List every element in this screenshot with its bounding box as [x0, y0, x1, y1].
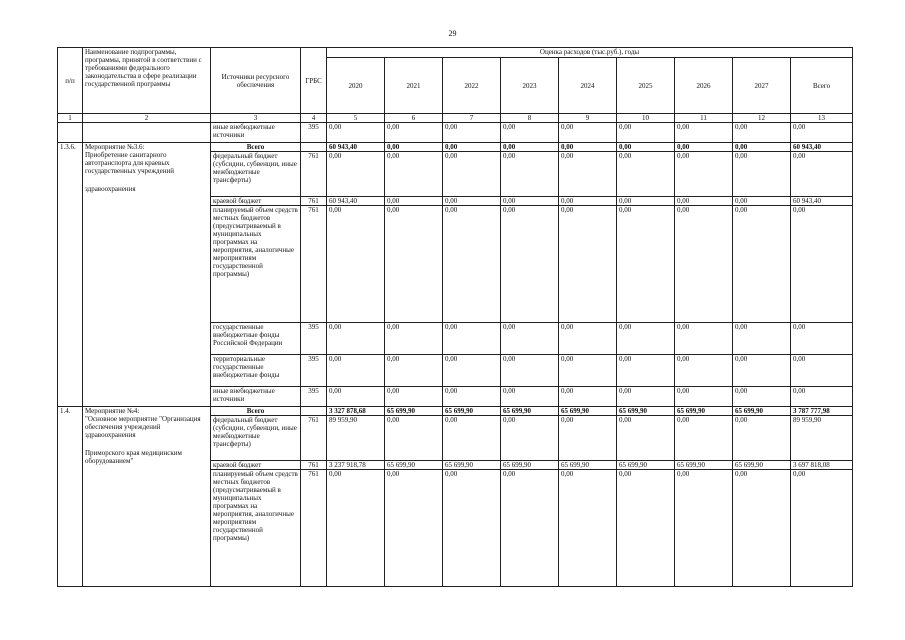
header-npp: п/п — [58, 48, 83, 114]
column-number: 6 — [385, 114, 443, 123]
cell-value: 0,00 — [733, 206, 791, 323]
cell-source: федеральный бюджет (субсидии, субвенции, иные межбюджетные трансферты) — [211, 152, 301, 197]
cell-value: 0,00 — [559, 123, 617, 143]
cell-value: 0,00 — [501, 197, 559, 206]
column-number: 10 — [617, 114, 675, 123]
cell-value: 0,00 — [675, 416, 733, 461]
cell-value: 65 699,90 — [617, 407, 675, 416]
table-row — [58, 123, 853, 143]
cell-value: 0,00 — [443, 152, 501, 197]
header-year: 2026 — [675, 58, 733, 114]
cell-value: 0,00 — [385, 470, 443, 587]
cell-source: краевой бюджет — [211, 197, 301, 206]
cell-grbs: 761 — [301, 206, 327, 323]
column-number: 7 — [443, 114, 501, 123]
measure-description: "Основное мероприятие "Организация обеспечения учреждений здравоохранения — [85, 415, 201, 439]
header-estimate: Оценка расходов (тыс.руб.), годы — [327, 48, 853, 58]
cell-value: 65 699,90 — [733, 407, 791, 416]
cell-npp — [58, 123, 83, 143]
cell-value: 0,00 — [617, 197, 675, 206]
cell-value: 0,00 — [733, 143, 791, 152]
cell-value: 0,00 — [791, 123, 853, 143]
header-year: 2021 — [385, 58, 443, 114]
column-number: 4 — [301, 114, 327, 123]
column-number: 1 — [58, 114, 83, 123]
cell-value: 89 959,90 — [791, 416, 853, 461]
cell-value: 0,00 — [443, 323, 501, 355]
cell-value: 0,00 — [617, 206, 675, 323]
column-number: 3 — [211, 114, 301, 123]
cell-name — [83, 143, 211, 407]
cell-value: 0,00 — [385, 152, 443, 197]
cell-value: 0,00 — [501, 355, 559, 387]
cell-value: 0,00 — [559, 387, 617, 407]
column-number: 13 — [791, 114, 853, 123]
cell-grbs: 761 — [301, 197, 327, 206]
cell-value: 60 943,40 — [327, 143, 385, 152]
measure-title: Мероприятие №3.6: — [85, 143, 145, 151]
cell-grbs — [301, 407, 327, 416]
cell-value: 0,00 — [559, 206, 617, 323]
cell-value: 0,00 — [791, 206, 853, 323]
cell-value: 3 327 878,68 — [327, 407, 385, 416]
cell-value: 0,00 — [675, 206, 733, 323]
header-year: 2025 — [617, 58, 675, 114]
cell-value: 0,00 — [327, 123, 385, 143]
cell-value: 0,00 — [385, 355, 443, 387]
cell-value: 0,00 — [675, 387, 733, 407]
cell-value: 65 699,90 — [501, 461, 559, 470]
cell-source: государственные внебюджетные фонды Российской Федерации — [211, 323, 301, 355]
cell-value: 0,00 — [501, 152, 559, 197]
table-row — [58, 143, 853, 152]
cell-value: 0,00 — [733, 123, 791, 143]
cell-value: 0,00 — [443, 197, 501, 206]
header-year: 2023 — [501, 58, 559, 114]
cell-value: 0,00 — [501, 470, 559, 587]
cell-value: 0,00 — [791, 387, 853, 407]
cell-value: 0,00 — [385, 323, 443, 355]
measure-description-cont: Приморского края медицинским оборудованием" — [85, 449, 182, 465]
cell-value: 65 699,90 — [501, 407, 559, 416]
column-number: 2 — [83, 114, 211, 123]
cell-value: 0,00 — [733, 387, 791, 407]
cell-value: 0,00 — [791, 470, 853, 587]
cell-value: 65 699,90 — [733, 461, 791, 470]
cell-value: 3 697 818,08 — [791, 461, 853, 470]
cell-value: 60 943,40 — [327, 197, 385, 206]
header-year: 2027 — [733, 58, 791, 114]
cell-value: 0,00 — [443, 123, 501, 143]
header-name: Наименование подпрограммы, программы, принятой в соответствии с требованиями федерального законодательства в сфере реализации государственной программы — [83, 48, 211, 114]
cell-value: 0,00 — [733, 355, 791, 387]
cell-source: краевой бюджет — [211, 461, 301, 470]
cell-value: 0,00 — [733, 323, 791, 355]
cell-value: 0,00 — [617, 143, 675, 152]
cell-value: 0,00 — [559, 143, 617, 152]
measure-title: Мероприятие №4: — [85, 407, 140, 415]
cell-value: 0,00 — [675, 197, 733, 206]
cell-value: 0,00 — [443, 387, 501, 407]
cell-value: 0,00 — [327, 152, 385, 197]
cell-value: 65 699,90 — [443, 461, 501, 470]
cell-value: 0,00 — [791, 152, 853, 197]
cell-value: 0,00 — [443, 355, 501, 387]
column-number: 9 — [559, 114, 617, 123]
cell-value: 65 699,90 — [675, 407, 733, 416]
cell-value: 65 699,90 — [675, 461, 733, 470]
cell-value: 0,00 — [385, 143, 443, 152]
cell-value: 60 943,40 — [791, 143, 853, 152]
header-year: Всего — [791, 58, 853, 114]
cell-grbs — [301, 143, 327, 152]
cell-grbs: 761 — [301, 152, 327, 197]
page-number: 29 — [448, 29, 457, 38]
cell-grbs: 761 — [301, 470, 327, 587]
cell-source: иные внебюджетные источники — [211, 387, 301, 407]
cell-grbs: 395 — [301, 387, 327, 407]
header-year: 2020 — [327, 58, 385, 114]
cell-name — [83, 123, 211, 143]
cell-value: 0,00 — [617, 152, 675, 197]
cell-value: 3 237 918,78 — [327, 461, 385, 470]
cell-value: 0,00 — [675, 470, 733, 587]
cell-value: 0,00 — [501, 387, 559, 407]
header-source: Источники ресурсного обеспечения — [211, 48, 301, 114]
cell-value: 65 699,90 — [385, 461, 443, 470]
cell-grbs: 761 — [301, 416, 327, 461]
cell-source: планируемый объем средств местных бюджетов (предусматриваемый в муниципальных программах на мероприятия, аналогичные мероприятиям государственной программы) — [211, 470, 301, 587]
cell-value: 0,00 — [385, 387, 443, 407]
cell-value: 65 699,90 — [559, 407, 617, 416]
cell-value: 65 699,90 — [443, 407, 501, 416]
expense-table — [57, 47, 853, 587]
column-number: 12 — [733, 114, 791, 123]
cell-value: 0,00 — [559, 197, 617, 206]
cell-source: Всего — [211, 143, 301, 152]
cell-value: 0,00 — [443, 143, 501, 152]
cell-value: 0,00 — [675, 143, 733, 152]
cell-value: 0,00 — [733, 416, 791, 461]
cell-value: 0,00 — [617, 387, 675, 407]
cell-value: 0,00 — [617, 416, 675, 461]
column-number: 8 — [501, 114, 559, 123]
cell-value: 0,00 — [733, 197, 791, 206]
cell-grbs: 761 — [301, 461, 327, 470]
cell-value: 0,00 — [385, 206, 443, 323]
cell-value: 0,00 — [617, 470, 675, 587]
cell-value: 0,00 — [327, 355, 385, 387]
cell-value: 65 699,90 — [617, 461, 675, 470]
cell-value: 0,00 — [501, 323, 559, 355]
column-number: 5 — [327, 114, 385, 123]
header-grbs: ГРБС — [301, 48, 327, 114]
cell-value: 0,00 — [733, 470, 791, 587]
cell-value: 0,00 — [501, 206, 559, 323]
cell-npp: 1.4. — [58, 407, 83, 587]
cell-value: 65 699,90 — [385, 407, 443, 416]
cell-name — [83, 407, 211, 587]
cell-value: 0,00 — [443, 206, 501, 323]
cell-value: 3 787 777,98 — [791, 407, 853, 416]
cell-grbs: 395 — [301, 123, 327, 143]
cell-value: 60 943,40 — [791, 197, 853, 206]
cell-npp: 1.3.6. — [58, 143, 83, 407]
cell-grbs: 395 — [301, 323, 327, 355]
cell-value: 0,00 — [559, 416, 617, 461]
cell-value: 0,00 — [675, 323, 733, 355]
header-year: 2024 — [559, 58, 617, 114]
cell-value: 0,00 — [617, 123, 675, 143]
cell-value: 0,00 — [443, 470, 501, 587]
cell-source: планируемый объем средств местных бюджетов (предусматриваемый в муниципальных программах на мероприятия, аналогичные мероприятиям государственной программы) — [211, 206, 301, 323]
table-row — [58, 407, 853, 416]
cell-value: 89 959,90 — [327, 416, 385, 461]
cell-value: 0,00 — [559, 152, 617, 197]
cell-value: 0,00 — [791, 323, 853, 355]
cell-value: 0,00 — [617, 323, 675, 355]
cell-value: 0,00 — [385, 416, 443, 461]
measure-description-cont: здравоохранения — [85, 185, 136, 193]
cell-value: 0,00 — [559, 323, 617, 355]
cell-value: 0,00 — [675, 355, 733, 387]
cell-value: 0,00 — [385, 197, 443, 206]
cell-value: 0,00 — [559, 355, 617, 387]
cell-value: 65 699,90 — [559, 461, 617, 470]
cell-value: 0,00 — [327, 470, 385, 587]
cell-source: Всего — [211, 407, 301, 416]
measure-description: Приобретение санитарного автотранспорта для краевых государственных учреждений — [85, 151, 174, 175]
cell-grbs: 395 — [301, 355, 327, 387]
cell-value: 0,00 — [443, 416, 501, 461]
cell-source: федеральный бюджет (субсидии, субвенции, иные межбюджетные трансферты) — [211, 416, 301, 461]
cell-value: 0,00 — [385, 123, 443, 143]
cell-value: 0,00 — [327, 206, 385, 323]
cell-value: 0,00 — [327, 387, 385, 407]
cell-value: 0,00 — [501, 416, 559, 461]
cell-source: территориальные государственные внебюджетные фонды — [211, 355, 301, 387]
cell-value: 0,00 — [501, 143, 559, 152]
cell-value: 0,00 — [733, 152, 791, 197]
header-year: 2022 — [443, 58, 501, 114]
cell-value: 0,00 — [617, 355, 675, 387]
cell-value: 0,00 — [327, 323, 385, 355]
column-number: 11 — [675, 114, 733, 123]
cell-value: 0,00 — [675, 152, 733, 197]
cell-source: иные внебюджетные источники — [211, 123, 301, 143]
cell-value: 0,00 — [559, 470, 617, 587]
cell-value: 0,00 — [675, 123, 733, 143]
cell-value: 0,00 — [791, 355, 853, 387]
cell-value: 0,00 — [501, 123, 559, 143]
